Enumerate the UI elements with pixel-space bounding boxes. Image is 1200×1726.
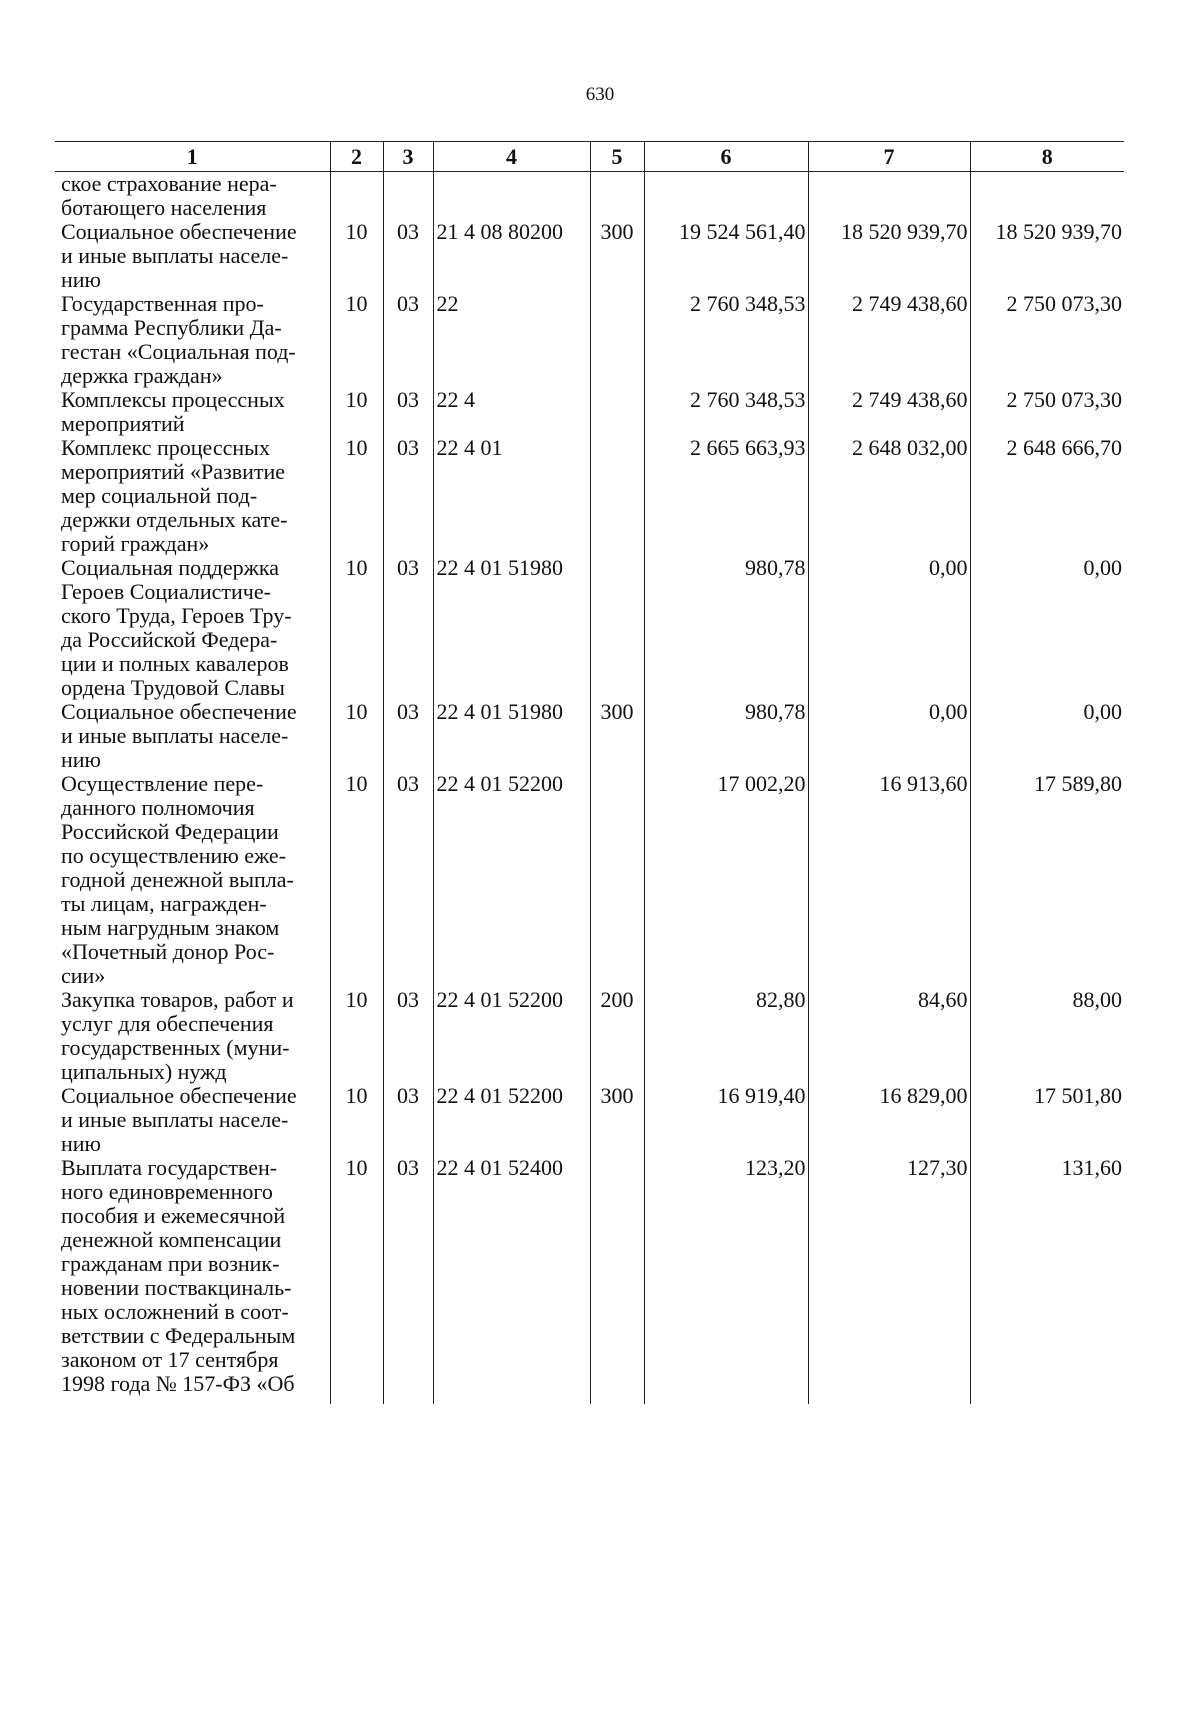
section-code-cell: 10 — [330, 388, 383, 436]
table-row — [55, 700, 1124, 772]
amount-col7-cell: 2 749 438,60 — [808, 292, 970, 388]
table-row — [55, 1084, 1124, 1156]
expense-type-cell — [590, 436, 644, 556]
amount-col7-cell — [808, 172, 970, 221]
row-name-cell: Социальная поддержка Героев Социалистиче- ского Труда, Героев Тру- да Российской Федера- ции и полных кавалеров ордена Трудовой Славы — [61, 555, 292, 700]
row-name-cell: ское страхование нера- ботающего населения — [61, 171, 277, 220]
column-header: 6 — [644, 142, 808, 172]
target-article-cell: 22 4 — [433, 388, 590, 436]
amount-col8-cell: 2 750 073,30 — [970, 388, 1124, 436]
subsection-code-cell: 03 — [383, 388, 433, 436]
target-article-cell: 22 4 01 — [433, 436, 590, 556]
amount-col8-cell: 18 520 939,70 — [970, 220, 1124, 292]
amount-col7-cell: 127,30 — [808, 1156, 970, 1404]
subsection-code-cell: 03 — [383, 436, 433, 556]
amount-col7-cell: 18 520 939,70 — [808, 220, 970, 292]
amount-col8-cell: 131,60 — [970, 1156, 1124, 1404]
row-name-cell: Социальное обеспечение и иные выплаты населе- нию — [61, 1083, 297, 1156]
row-name-cell: Социальное обеспечение и иные выплаты населе- нию — [61, 699, 297, 772]
header-row — [55, 142, 1124, 172]
amount-col7-cell: 0,00 — [808, 700, 970, 772]
amount-col6-cell: 16 919,40 — [644, 1084, 808, 1156]
amount-col6-cell: 980,78 — [644, 700, 808, 772]
amount-col8-cell: 88,00 — [970, 988, 1124, 1084]
amount-col7-cell: 16 829,00 — [808, 1084, 970, 1156]
amount-col6-cell: 17 002,20 — [644, 772, 808, 988]
section-code-cell: 10 — [330, 700, 383, 772]
table-row — [55, 556, 1124, 700]
target-article-cell: 22 4 01 51980 — [433, 700, 590, 772]
subsection-code-cell: 03 — [383, 700, 433, 772]
expense-type-cell — [590, 556, 644, 700]
amount-col6-cell: 2 760 348,53 — [644, 292, 808, 388]
row-name-cell: Комплекс процессных мероприятий «Развитие мер социальной под- держки отдельных кате- горий граждан» — [61, 435, 288, 556]
subsection-code-cell: 03 — [383, 1156, 433, 1404]
table-row — [55, 988, 1124, 1084]
target-article-cell — [433, 172, 590, 221]
table-row — [55, 172, 1124, 221]
amount-col8-cell: 0,00 — [970, 556, 1124, 700]
amount-col7-cell: 84,60 — [808, 988, 970, 1084]
amount-col7-cell: 2 749 438,60 — [808, 388, 970, 436]
row-name-cell: Социальное обеспечение и иные выплаты населе- нию — [61, 219, 297, 292]
subsection-code-cell: 03 — [383, 1084, 433, 1156]
expense-type-cell — [590, 772, 644, 988]
section-code-cell: 10 — [330, 436, 383, 556]
amount-col6-cell: 2 665 663,93 — [644, 436, 808, 556]
amount-col8-cell: 17 589,80 — [970, 772, 1124, 988]
row-name-cell: Осуществление пере- данного полномочия Российской Федерации по осуществлению еже- годной денежной выпла- ты лицам, награжден- ным нагрудным знаком «Почетный донор Рос- сии» — [61, 771, 294, 988]
amount-col6-cell: 2 760 348,53 — [644, 388, 808, 436]
row-name-cell: Государственная про- грамма Республики Да- гестан «Социальная под- держка граждан» — [61, 291, 296, 388]
section-code-cell: 10 — [330, 988, 383, 1084]
target-article-cell: 22 4 01 51980 — [433, 556, 590, 700]
subsection-code-cell: 03 — [383, 556, 433, 700]
page-number: 630 — [585, 84, 615, 105]
section-code-cell: 10 — [330, 220, 383, 292]
expense-type-cell: 200 — [590, 988, 644, 1084]
section-code-cell: 10 — [330, 1156, 383, 1404]
expense-type-cell — [590, 172, 644, 221]
subsection-code-cell — [383, 172, 433, 221]
amount-col8-cell — [970, 172, 1124, 221]
section-code-cell — [330, 172, 383, 221]
expense-type-cell: 300 — [590, 1084, 644, 1156]
subsection-code-cell: 03 — [383, 772, 433, 988]
column-header: 2 — [330, 142, 383, 172]
subsection-code-cell: 03 — [383, 220, 433, 292]
target-article-cell: 22 4 01 52200 — [433, 988, 590, 1084]
column-header: 3 — [383, 142, 433, 172]
row-name-cell: Закупка товаров, работ и услуг для обеспечения государственных (муни- ципальных) нужд — [61, 987, 294, 1084]
table-row — [55, 436, 1124, 556]
subsection-code-cell: 03 — [383, 292, 433, 388]
section-code-cell: 10 — [330, 556, 383, 700]
section-code-cell: 10 — [330, 292, 383, 388]
amount-col6-cell: 19 524 561,40 — [644, 220, 808, 292]
table-row — [55, 1156, 1124, 1404]
expense-type-cell — [590, 292, 644, 388]
target-article-cell: 22 4 01 52200 — [433, 772, 590, 988]
table-row — [55, 772, 1124, 988]
subsection-code-cell: 03 — [383, 988, 433, 1084]
expense-type-cell: 300 — [590, 700, 644, 772]
table-row — [55, 292, 1124, 388]
amount-col7-cell: 0,00 — [808, 556, 970, 700]
row-name-cell: Комплексы процессных мероприятий — [61, 387, 285, 436]
expense-type-cell — [590, 1156, 644, 1404]
amount-col6-cell: 82,80 — [644, 988, 808, 1084]
amount-col8-cell: 0,00 — [970, 700, 1124, 772]
amount-col6-cell: 980,78 — [644, 556, 808, 700]
section-code-cell: 10 — [330, 1084, 383, 1156]
column-header: 1 — [55, 142, 330, 172]
budget-table — [55, 141, 1124, 1404]
amount-col7-cell: 16 913,60 — [808, 772, 970, 988]
target-article-cell: 22 — [433, 292, 590, 388]
expense-type-cell: 300 — [590, 220, 644, 292]
expense-type-cell — [590, 388, 644, 436]
row-name-cell: Выплата государствен- ного единовременного пособия и ежемесячной денежной компенсации гражданам при возник- новении поствакциналь- ных осложнений в соот- ветствии с Федеральным законом от 17 сентября 1998 года № 157-ФЗ «Об — [61, 1155, 296, 1396]
table-row — [55, 220, 1124, 292]
amount-col6-cell — [644, 172, 808, 221]
target-article-cell: 22 4 01 52400 — [433, 1156, 590, 1404]
column-header: 5 — [590, 142, 644, 172]
table-row — [55, 388, 1124, 436]
amount-col7-cell: 2 648 032,00 — [808, 436, 970, 556]
amount-col8-cell: 2 750 073,30 — [970, 292, 1124, 388]
column-header: 4 — [433, 142, 590, 172]
target-article-cell: 21 4 08 80200 — [433, 220, 590, 292]
column-header: 7 — [808, 142, 970, 172]
target-article-cell: 22 4 01 52200 — [433, 1084, 590, 1156]
section-code-cell: 10 — [330, 772, 383, 988]
table-body — [55, 172, 1124, 1405]
amount-col6-cell: 123,20 — [644, 1156, 808, 1404]
amount-col8-cell: 17 501,80 — [970, 1084, 1124, 1156]
column-header: 8 — [970, 142, 1124, 172]
amount-col8-cell: 2 648 666,70 — [970, 436, 1124, 556]
